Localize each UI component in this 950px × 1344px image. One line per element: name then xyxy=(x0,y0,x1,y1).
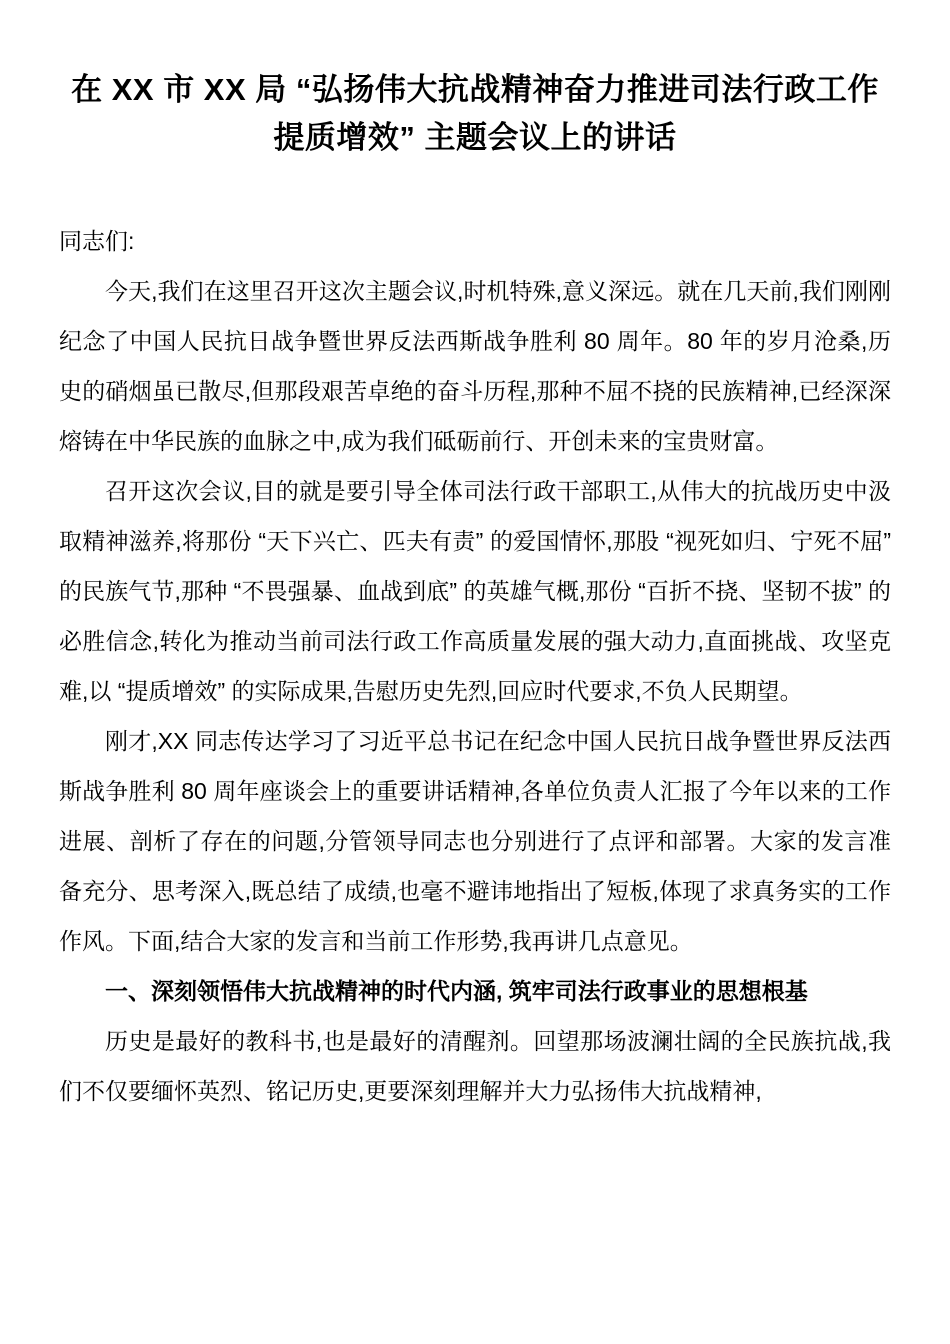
salutation: 同志们: xyxy=(59,228,135,254)
section-heading-1: 一、深刻领悟伟大抗战精神的时代内涵, 筑牢司法行政事业的思想根基 xyxy=(105,978,808,1004)
paragraph-meeting-purpose: 召开这次会议,目的就是要引导全体司法行政干部职工,从伟大的抗战历史中汲取精神滋养,将那份 “天下兴亡、匹夫有责” 的爱国情怀,那股 “视死如归、宁死不屈” 的民族气节,那种 “不畏强暴、血战到底” 的英雄气概,那份 “百折不挠、坚韧不拔” 的必胜信念,转化为推动当前司法行政工作高质量发展的强大动力,直面挑战、攻坚克难,以 “提质增效” 的实际成果,告慰历史先烈,回应时代要求,不负人民期望。 xyxy=(59,478,891,704)
document-title: 在 XX 市 XX 局 “弘扬伟大抗战精神奋力推进司法行政工作提质增效” 主题会议上的讲话 xyxy=(71,72,879,155)
document-body xyxy=(59,216,891,1116)
paragraph-opening: 今天,我们在这里召开这次主题会议,时机特殊,意义深远。就在几天前,我们刚刚纪念了中国人民抗日战争暨世界反法西斯战争胜利 80 周年。80 年的岁月沧桑,历史的硝烟虽已散尽,但那段艰苦卓绝的奋斗历程,那种不屈不挠的民族精神,已经深深熔铸在中华民族的血脉之中,成为我们砥砺前行、开创未来的宝贵财富。 xyxy=(59,278,891,454)
paragraph-section-1-body: 历史是最好的教科书,也是最好的清醒剂。回望那场波澜壮阔的全民族抗战,我们不仅要缅怀英烈、铭记历史,更要深刻理解并大力弘扬伟大抗战精神, xyxy=(59,1028,891,1104)
paragraph-meeting-summary: 刚才,XX 同志传达学习了习近平总书记在纪念中国人民抗日战争暨世界反法西斯战争胜利 80 周年座谈会上的重要讲话精神,各单位负责人汇报了今年以来的工作进展、剖析了存在的问题,分管领导同志也分别进行了点评和部署。大家的发言准备充分、思考深入,既总结了成绩,也毫不避讳地指出了短板,体现了求真务实的工作作风。下面,结合大家的发言和当前工作形势,我再讲几点意见。 xyxy=(59,728,891,954)
